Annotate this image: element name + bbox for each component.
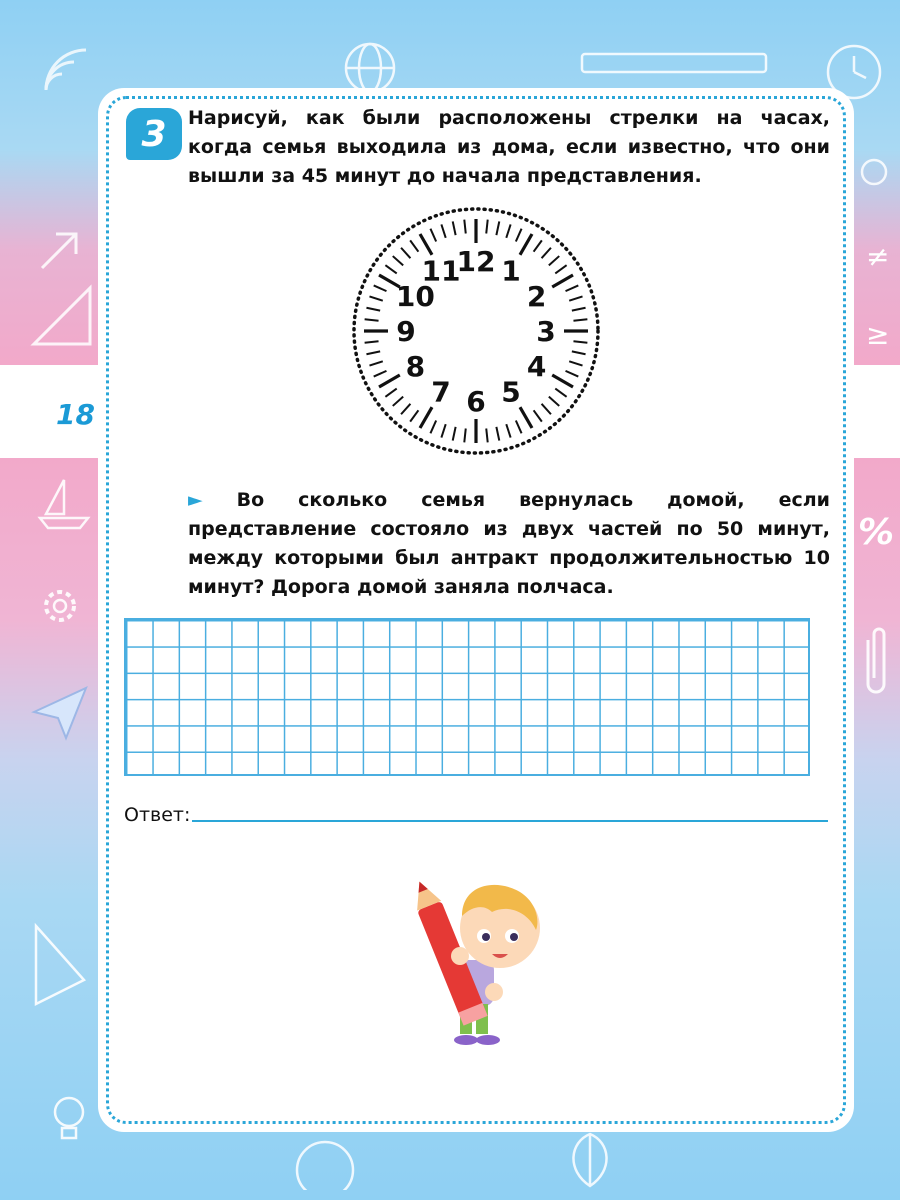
question-body: Во сколько семья вернулась домой, если представление состояло из двух частей по 50 минут, между которыми был антракт продолжительностью 10 минут? Дорога домой заняла полчаса. — [188, 489, 830, 598]
clock-tick — [555, 389, 566, 397]
clock-tick — [542, 248, 551, 258]
clock-numeral: 8 — [405, 350, 426, 383]
triangle-ruler-icon — [30, 284, 94, 348]
clock-tick — [430, 421, 436, 434]
clock-tick — [534, 410, 542, 421]
task-text: Нарисуй, как были расположены стрелки на часах, когда семья выходила из дома, если известно, что они вышли за 45 минут до начала представления. — [188, 107, 830, 187]
clock-tick — [464, 428, 465, 442]
clock-tick — [506, 424, 510, 437]
clock-numeral: 7 — [431, 375, 451, 409]
answer-line[interactable] — [192, 820, 828, 822]
clock-tick — [385, 265, 396, 273]
clock-numeral: 6 — [466, 385, 486, 418]
clock-tick — [374, 371, 387, 377]
clock-tick — [506, 224, 510, 237]
clock-tick — [385, 389, 396, 397]
clock-tick — [453, 221, 456, 235]
ball-icon — [290, 1130, 360, 1190]
clock-tick — [566, 285, 579, 291]
clock-tick — [496, 427, 499, 441]
clock-numeral: 9 — [396, 315, 416, 348]
clock-tick — [410, 410, 418, 421]
clock-tick — [572, 308, 586, 311]
question-marker: ► — [188, 489, 203, 511]
clock-tick — [520, 407, 532, 428]
clock-tick — [401, 404, 410, 414]
clock-numeral: 12 — [456, 245, 496, 278]
clock-tick — [366, 308, 380, 311]
lightbulb-icon — [44, 1090, 94, 1150]
answer-label: Ответ: — [124, 804, 191, 826]
clock-tick — [573, 341, 587, 342]
clock-numeral: 5 — [501, 375, 521, 409]
clock-tick — [555, 265, 566, 273]
clock-tick — [520, 234, 532, 255]
clock-tick — [549, 256, 559, 265]
clock-tick — [542, 404, 551, 414]
clock-tick — [374, 285, 387, 291]
ruler-icon — [580, 48, 770, 78]
boy-with-pencil-illustration — [400, 868, 550, 1048]
clock-tick — [552, 375, 573, 387]
sailboat-icon — [34, 474, 94, 534]
clock-tick — [366, 351, 380, 354]
clock-tick — [441, 224, 445, 237]
clock-tick — [572, 351, 586, 354]
not-equal-sign: ≠ — [866, 240, 890, 273]
clock-tick — [486, 220, 487, 234]
paperclip-icon — [858, 620, 894, 704]
clock-numeral: 10 — [395, 280, 435, 313]
clock-numeral: 2 — [526, 280, 547, 313]
clock-tick — [365, 341, 379, 342]
clock-face[interactable] — [350, 205, 602, 457]
clock-tick — [496, 221, 499, 235]
clock-tick — [393, 397, 403, 406]
clock-tick — [420, 234, 432, 255]
arrow-icon — [36, 226, 84, 274]
clock-tick — [430, 229, 436, 242]
clock-tick — [566, 371, 579, 377]
clock-tick — [516, 421, 522, 434]
clock-tick — [369, 296, 382, 300]
clock-numeral: 1 — [501, 254, 521, 288]
clock-tick — [573, 319, 587, 320]
clock-tick — [569, 296, 582, 300]
clock-numeral: 4 — [526, 350, 547, 383]
clock-tick — [410, 240, 418, 251]
clock-tick — [379, 375, 400, 387]
clock-tick — [453, 427, 456, 441]
wifi-icon — [36, 40, 96, 100]
clock-tick — [441, 424, 445, 437]
clock-numeral: 3 — [536, 315, 556, 348]
triangle-icon — [28, 920, 92, 1010]
question-text — [188, 486, 830, 602]
leaf-icon — [560, 1130, 620, 1190]
clock-tick — [534, 240, 542, 251]
sun-icon — [852, 150, 896, 194]
paper-plane-icon — [30, 682, 90, 742]
page-number: 18 — [56, 398, 95, 431]
gear-icon — [36, 582, 84, 630]
clock-tick — [393, 256, 403, 265]
answer-grid[interactable] — [124, 618, 810, 776]
clock-tick — [486, 428, 487, 442]
greater-equal-sign: ≥ — [866, 318, 890, 351]
percent-sign: % — [858, 512, 895, 553]
clock-tick — [552, 275, 573, 287]
clock-tick — [369, 361, 382, 365]
globe-icon — [335, 36, 405, 96]
clock-tick — [401, 248, 410, 258]
clock-tick — [464, 220, 465, 234]
clock-tick — [569, 361, 582, 365]
clock-tick — [420, 407, 432, 428]
task-number-badge: 3 — [126, 108, 182, 160]
clock-numeral: 11 — [421, 254, 461, 288]
clock-numerals — [396, 245, 556, 418]
clock-tick — [516, 229, 522, 242]
clock-tick — [549, 397, 559, 406]
clock-tick — [365, 319, 379, 320]
